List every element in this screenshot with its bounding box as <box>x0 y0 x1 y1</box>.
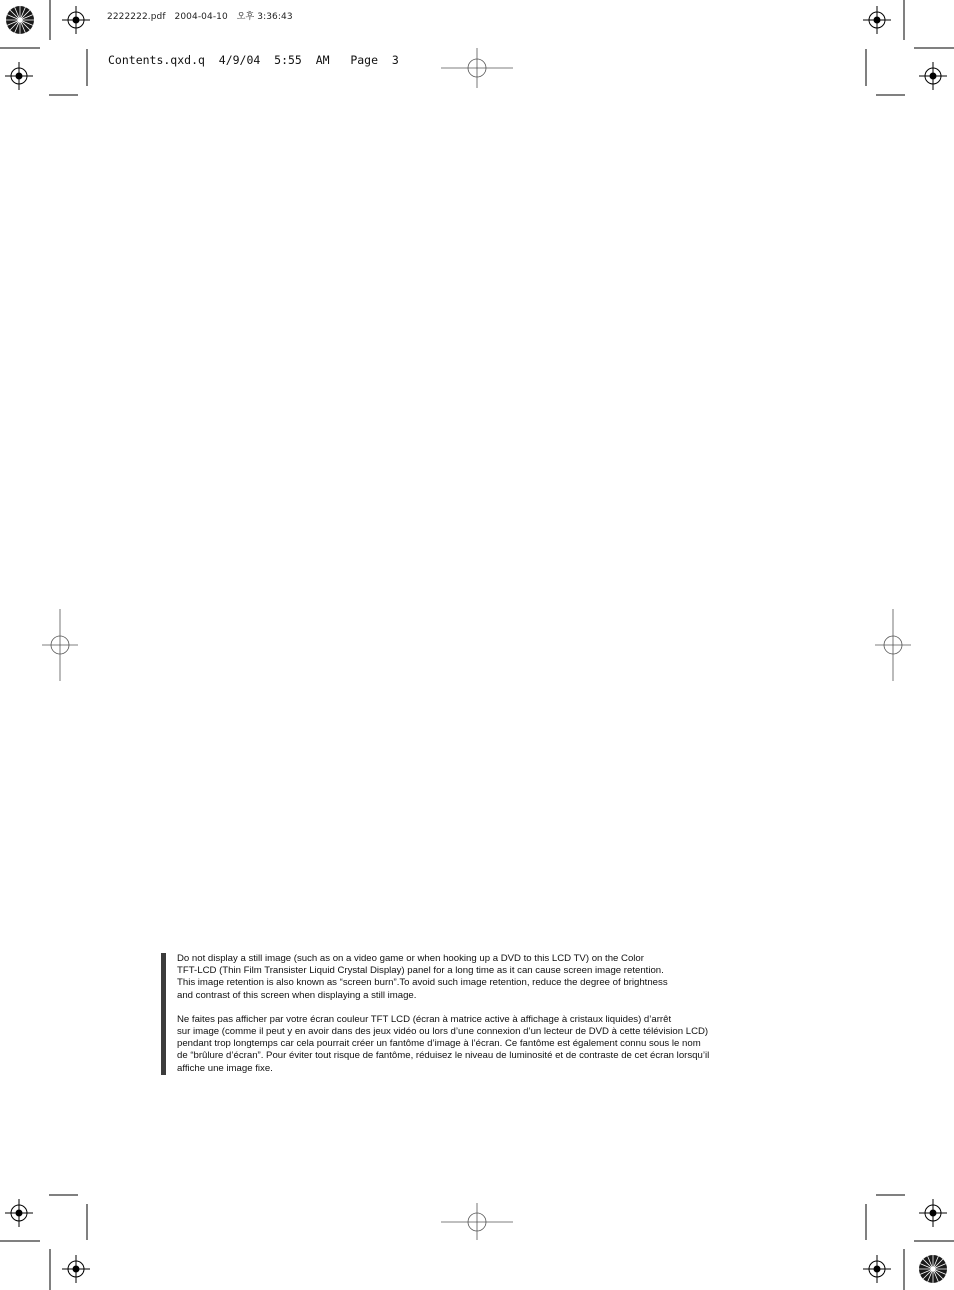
starburst-target-icon <box>6 6 947 1283</box>
pdf-slug-line: 2222222.pdf 2004-04-10 오후 3:36:43 <box>107 12 293 22</box>
screen-burn-notice <box>161 953 761 1075</box>
notice-english: Do not display a still image (such as on a video game or when hooking up a DVD to this LCD TV) on the Color TFT-LCD (Thin Film Transister Liquid Crystal Display) panel for a long time as it can cause screen image retention. This image retention is also known as “screen burn”.To avoid such image retention, reduce the degree of brightness and contrast of this screen when displaying a still image. <box>177 953 668 1001</box>
notice-french: Ne faites pas afficher par votre écran couleur TFT LCD (écran à matrice active à affichage à cristaux liquides) d’arrêt sur image (comme il peut y en avoir dans des jeux vidéo ou lors d’une connexion d’un lecteur de DVD à cette télévision LCD) pendant trop longtemps car cela pourrait créer un fantôme d’image à l’écran. Ce fantôme est également connu sous le nom de “brûlure d’écran”. Pour éviter tout risque de fantôme, réduisez le niveau de luminosité et de contraste de cet écran lorsqu’il affiche une image fixe. <box>177 1013 710 1074</box>
registration-target-icon <box>5 6 947 1283</box>
qxd-slug-line: Contents.qxd.q 4/9/04 5:55 AM Page 3 <box>108 53 399 67</box>
